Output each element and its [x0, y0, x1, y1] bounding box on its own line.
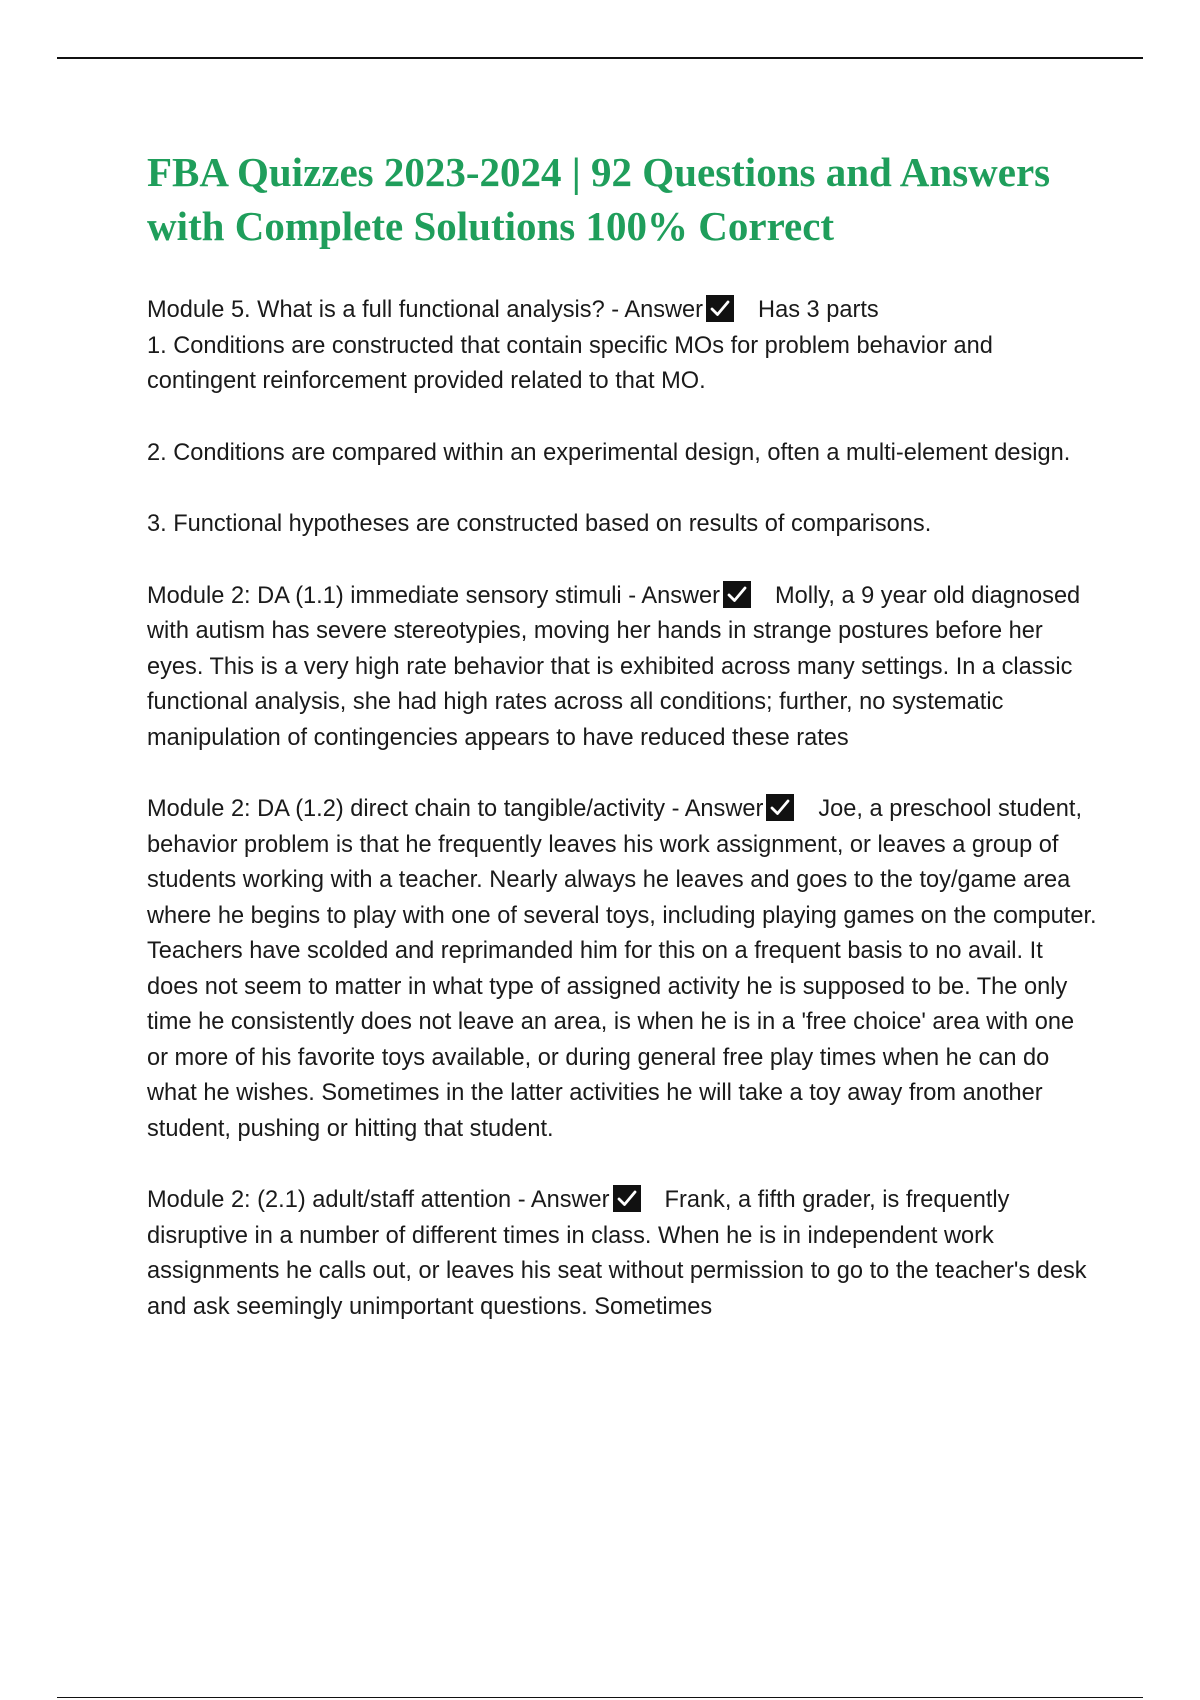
checkmark-icon [706, 295, 734, 322]
bottom-rule [57, 1697, 1143, 1698]
qa-line [147, 579, 1097, 757]
document-body [147, 145, 1097, 1361]
qa-line [147, 792, 1097, 1147]
qa-entry [147, 792, 1097, 1147]
answer-label: Answer [684, 796, 764, 822]
answer-text: Joe, a preschool student, behavior problem is that he frequently leaves his work assignment, or leaves a group of students working with a teacher. Nearly always he leaves and goes to the toy/game area where he begins to play with one of several toys, including playing games on the computer. Teachers have scolded and reprimanded him for this on a frequent basis to no avail. It does not seem to matter in what type of assigned activity he is supposed to be. The only time he consistently does not leave an area, is when he is in a 'free choice' area with one or more of his favorite toys available, or during general free play times when he can do what he wishes. Sometimes in the latter activities he will take a toy away from another student, pushing or hitting that student. [147, 796, 1097, 1142]
document-title: FBA Quizzes 2023-2024 | 92 Questions and Answers with Complete Solutions 100% Correct [147, 149, 1051, 249]
qa-line [147, 293, 1097, 400]
qa-entry [147, 1183, 1097, 1325]
answer-label: Answer [530, 1187, 610, 1213]
answer-text: Molly, a 9 year old diagnosed with autism has severe stereotypies, moving her hands in strange postures before her eyes. This is a very high rate behavior that is exhibited across many settings. In a classic functional analysis, she had high rates across all conditions; further, no systematic manipulation of contingencies appears to have reduced these rates [147, 582, 1081, 751]
checkmark-icon [766, 794, 794, 821]
question-text: Module 2: DA (1.1) immediate sensory stimuli - [147, 582, 642, 609]
answer-label: Answer [624, 297, 704, 323]
qa-entry [147, 579, 1097, 757]
answer-label: Answer [641, 582, 721, 609]
qa-line [147, 1183, 1097, 1325]
checkmark-icon [613, 1185, 641, 1212]
question-text: Module 2: DA (1.2) direct chain to tangible/activity - [147, 796, 685, 822]
answer-text: Has 3 parts [758, 297, 879, 323]
top-rule [57, 57, 1143, 59]
question-text: Module 5. What is a full functional analysis? - [147, 297, 625, 323]
checkmark-icon [723, 581, 751, 608]
answer-paragraph: 1. Conditions are constructed that contain specific MOs for problem behavior and contingent reinforcement provided related to that MO. [147, 332, 993, 394]
qa-entry [147, 293, 1097, 543]
question-text: Module 2: (2.1) adult/staff attention - [147, 1187, 531, 1213]
answer-text: Frank, a fifth grader, is frequently disruptive in a number of different times in class. When he is in independent work assignments he calls out, or leaves his seat without permission to go to the teacher's desk and ask seemingly unimportant questions. Sometimes [147, 1187, 1087, 1320]
answer-paragraph: 2. Conditions are compared within an experimental design, often a multi-element design. [147, 439, 1071, 466]
answer-paragraph: 3. Functional hypotheses are constructed based on results of comparisons. [147, 511, 932, 537]
